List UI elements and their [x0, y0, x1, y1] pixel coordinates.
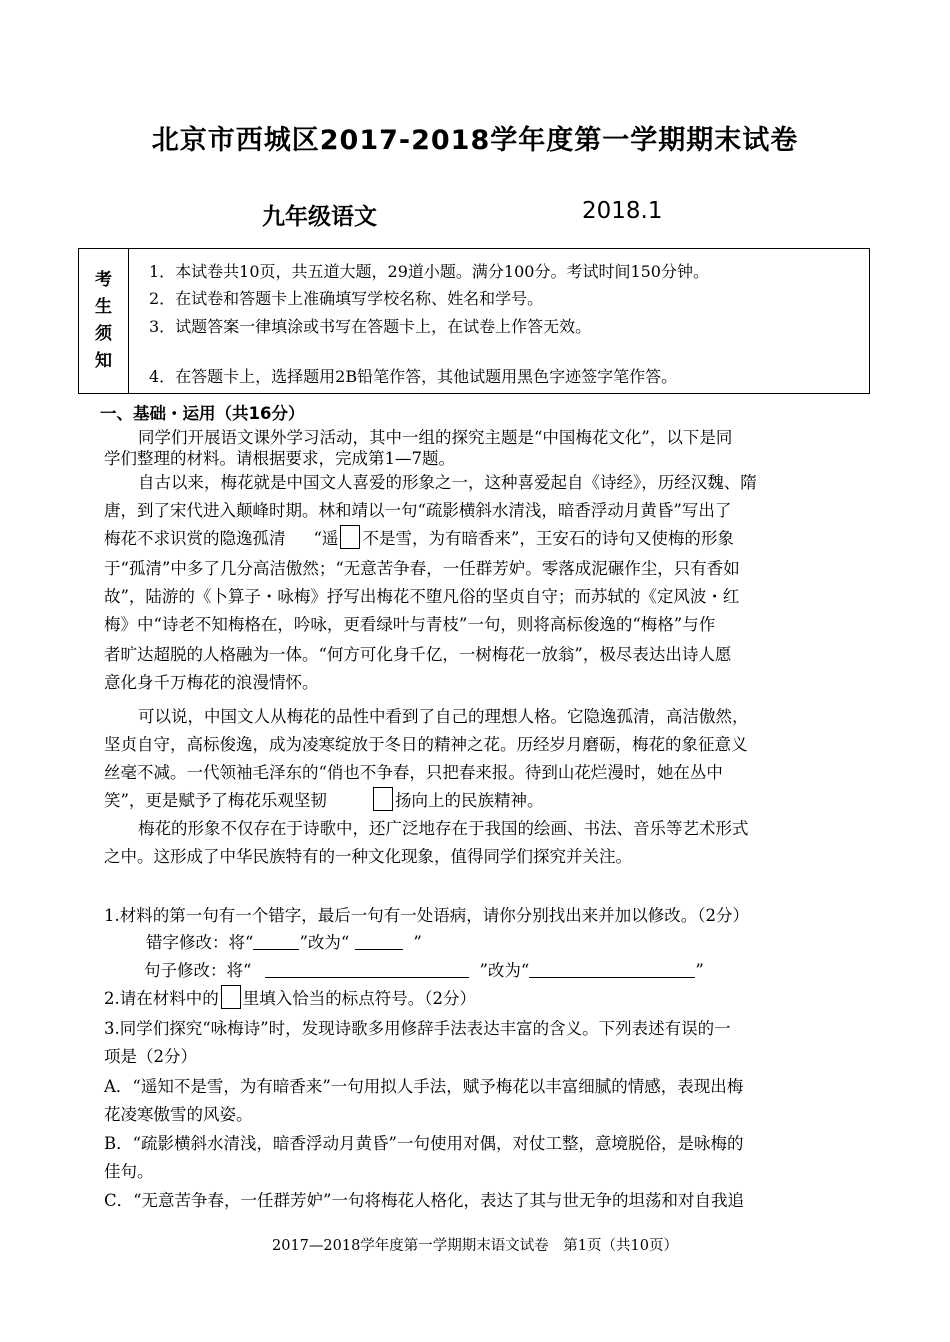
question-1: 1.材料的第一句有一个错字，最后一句有一处语病，请你分别找出来并加以修改。（2分） — [104, 906, 749, 925]
passage-text: 不是雪，为有暗香来”，王安石的诗句又使梅的形象 — [362, 529, 734, 548]
passage-line: 于“孤清”中多了几分高洁傲然；“无意苦争春，一任群芳妒。零落成泥碾作尘，只有香如 — [104, 559, 740, 578]
notice-item: 1．本试卷共10页，共五道大题，29道小题。满分100分。考试时间150分钟。 — [149, 262, 709, 281]
notice-label-char: 生 — [95, 297, 112, 317]
option-b[interactable]: B．“疏影横斜水清浅，暗香浮动月黄昏”一句使用对偶，对仗工整，意境脱俗，是咏梅的 — [104, 1134, 744, 1153]
question-1-answer-b — [144, 957, 704, 981]
exam-notice-box — [78, 248, 870, 394]
passage-line: 故”，陆游的《卜算子・咏梅》抒写出梅花不堕凡俗的坚贞自守；而苏轼的《定风波・红 — [104, 587, 740, 606]
passage-line — [104, 787, 543, 811]
passage-text: “遥 — [313, 529, 339, 548]
page-footer: 2017—2018学年度第一学期期末语文试卷 第1页（共10页） — [272, 1238, 678, 1254]
option-a[interactable]: A．“遥知不是雪，为有暗香来”一句用拟人手法，赋予梅花以丰富细腻的情感，表现出梅 — [104, 1077, 744, 1096]
question-3: 3.同学们探究“咏梅诗”时，发现诗歌多用修辞手法表达丰富的含义。下列表述有误的一 — [104, 1019, 731, 1038]
notice-label-char: 考 — [95, 270, 112, 290]
q1b-pre: 句子修改：将“ — [144, 961, 252, 980]
passage-line: 梅花的形象不仅存在于诗歌中，还广泛地存在于我国的绘画、书法、音乐等艺术形式 — [138, 819, 749, 838]
passage-line: 学们整理的材料。请根据要求，完成第1—7题。 — [104, 449, 455, 468]
passage-text: 笑”，更是赋予了梅花乐观坚韧 — [104, 791, 327, 810]
option-b: 佳句。 — [104, 1162, 154, 1181]
passage-line: 丝毫不减。一代领袖毛泽东的“俏也不争春，只把春来报。待到山花烂漫时，她在丛中 — [104, 763, 723, 782]
passage-line: 自古以来，梅花就是中国文人喜爱的形象之一，这种喜爱起自《诗经》，历经汉魏、隋 — [138, 473, 757, 492]
question-2 — [104, 985, 476, 1009]
passage-line: 可以说，中国文人从梅花的品性中看到了自己的理想人格。它隐逸孤清，高洁傲然， — [138, 707, 749, 726]
passage-text: 扬向上的民族精神。 — [394, 791, 544, 810]
punctuation-blank-box[interactable] — [373, 787, 393, 811]
q1a-mid: ”改为“ — [299, 933, 350, 952]
section-heading: 一、基础・运用（共16分） — [100, 404, 305, 423]
notice-label — [79, 249, 129, 393]
passage-line: 梅》中“诗老不知梅格在，吟咏，更看绿叶与青枝”一句，则将高标俊逸的“梅格”与作 — [104, 615, 716, 634]
passage-line: 坚贞自守，高标俊逸，成为凌寒绽放于冬日的精神之花。历经岁月磨砺，梅花的象征意义 — [104, 735, 748, 754]
question-3: 项是（2分） — [104, 1047, 197, 1066]
answer-blank[interactable] — [253, 935, 299, 950]
page-title: 北京市西城区2017-2018学年度第一学期期末试卷 — [151, 125, 799, 156]
answer-blank[interactable] — [265, 963, 469, 978]
q2-post: 里填入恰当的标点符号。（2分） — [242, 989, 476, 1008]
notice-item: 3．试题答案一律填涂或书写在答题卡上，在试卷上作答无效。 — [149, 317, 592, 336]
passage-line: 意化身千万梅花的浪漫情怀。 — [104, 673, 319, 692]
option-c[interactable]: C．“无意苦争春，一任群芳妒”一句将梅花人格化，表达了其与世无争的坦荡和对自我追 — [104, 1191, 744, 1210]
q2-pre: 2.请在材料中的 — [104, 989, 219, 1008]
question-1-answer-a — [146, 929, 422, 953]
answer-blank[interactable] — [355, 935, 403, 950]
answer-blank[interactable] — [529, 963, 695, 978]
q1a-end: ” — [413, 933, 422, 952]
notice-item: 4．在答题卡上，选择题用2B铅笔作答，其他试题用黑色字迹签字笔作答。 — [149, 367, 678, 386]
passage-line: 之中。这形成了中华民族特有的一种文化现象，值得同学们探究并关注。 — [104, 847, 632, 866]
punctuation-blank-box[interactable] — [340, 525, 360, 549]
option-a: 花凌寒傲雪的风姿。 — [104, 1105, 253, 1124]
subject-label: 九年级语文 — [262, 204, 377, 230]
exam-date: 2018.1 — [582, 198, 663, 224]
passage-text: 梅花不求识赏的隐逸孤清 — [104, 529, 286, 548]
q1b-end: ” — [695, 961, 704, 980]
passage-line: 者旷达超脱的人格融为一体。“何方可化身千亿，一树梅花一放翁”，极尽表达出诗人愿 — [104, 645, 732, 664]
passage-line — [104, 525, 734, 549]
passage-line: 同学们开展语文课外学习活动，其中一组的探究主题是“中国梅花文化”，以下是同 — [138, 428, 733, 447]
notice-item: 2．在试卷和答题卡上准确填写学校名称、姓名和学号。 — [149, 289, 544, 308]
q1b-mid: ”改为“ — [479, 961, 530, 980]
passage-line: 唐，到了宋代进入颠峰时期。林和靖以一句“疏影横斜水清浅，暗香浮动月黄昏”写出了 — [104, 501, 732, 520]
punctuation-box-icon — [221, 985, 241, 1009]
notice-label-char: 知 — [95, 351, 112, 371]
q1a-pre: 错字修改：将“ — [146, 933, 254, 952]
notice-label-char: 须 — [95, 324, 112, 344]
